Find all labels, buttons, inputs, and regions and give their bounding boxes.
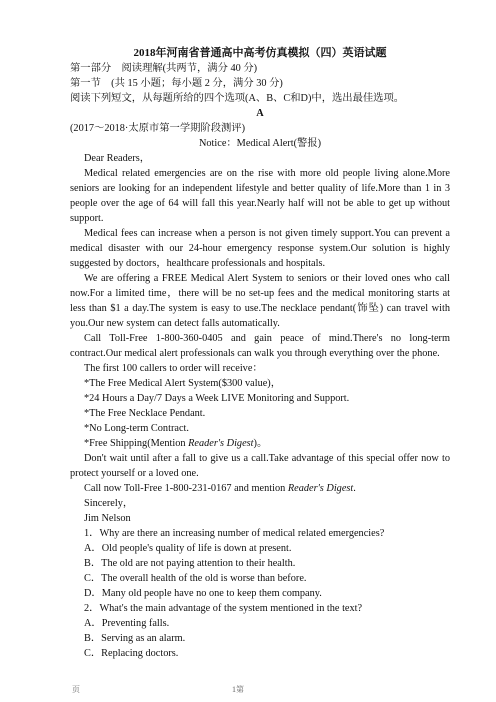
benefit-item-shipping (70, 436, 450, 451)
section-heading: 第一节 (共 15 小题；每小题 2 分，满分 30 分) (70, 78, 283, 89)
call-now-prefix: Call now Toll-Free 1-800-231-0167 and mention (84, 483, 288, 494)
question-2-option-c: C．Replacing doctors. (84, 648, 179, 659)
benefit-item: *The Free Necklace Pendant. (84, 408, 206, 419)
passage-letter: A (256, 108, 264, 119)
benefit-item: *The Free Medical Alert System($300 value)， (84, 378, 282, 389)
question-2-option-b: B．Serving as an alarm. (84, 633, 186, 644)
letter-greeting: Dear Readers， (84, 153, 151, 164)
call-now-line (70, 481, 450, 496)
exam-title: 2018年河南省普通高中高考仿真模拟（四）英语试题 (133, 47, 387, 59)
letter-closing: Sincerely， (84, 498, 134, 509)
footer-left-label: 页 (72, 685, 80, 694)
call-now-italic: Reader's Digest (287, 483, 354, 494)
shipping-suffix: )。 (253, 438, 268, 449)
notice-title: Notice：Medical Alert(警报) (198, 138, 322, 149)
letter-paragraph-3: We are offering a FREE Medical Alert System to seniors or their loved ones who call now.For a limited time，there will be no set-up fees and the medical monitoring starts at less than $1 a day.The system is easy to use.The necklace pendant(饰坠) can travel with you.Our new system can detect falls automatically. (70, 273, 450, 329)
passage-source: (2017～2018·太原市第一学期阶段测评) (70, 123, 246, 134)
question-1-option-c: C．The overall health of the old is worse than before. (84, 573, 307, 584)
letter-paragraph-2: Medical fees can increase when a person is not given timely support.You can prevent a medical disaster with our 24-hour emergency response system.Our solution is highly suggested by doctors，healthcare professionals and hospitals. (70, 228, 450, 269)
page-number: 1第 (232, 685, 244, 694)
question-2-stem: 2．What's the main advantage of the system mentioned in the text? (84, 603, 363, 614)
benefit-item: *No Long-term Contract. (84, 423, 189, 434)
letter-paragraph-4: Call Toll-Free 1-800-360-0405 and gain peace of mind.There's no long-term contract.Our medical alert professionals can walk you through everything over the phone. (70, 333, 450, 359)
letter-signature: Jim Nelson (84, 513, 131, 524)
question-1-option-d: D．Many old people have no one to keep them company. (84, 588, 322, 599)
part-heading: 第一部分 阅读理解(共两节，满分 40 分) (70, 63, 258, 74)
question-1-stem: 1．Why are there an increasing number of medical related emergencies? (84, 528, 385, 539)
document-content (70, 45, 450, 661)
shipping-prefix: *Free Shipping(Mention (84, 438, 189, 449)
first-callers-line: The first 100 callers to order will receive： (84, 363, 263, 374)
instructions: 阅读下列短文，从每题所给的四个选项(A、B、C和D)中，选出最佳选项。 (70, 93, 405, 104)
question-2-option-a: A．Preventing falls. (84, 618, 170, 629)
benefit-item: *24 Hours a Day/7 Days a Week LIVE Monitoring and Support. (84, 393, 350, 404)
letter-paragraph-1: Medical related emergencies are on the rise with more old people living alone.More seniors are looking for an independent lifestyle and better quality of life.More than 1 in 3 people over the age of 64 will fall this year.Nearly half will not be able to get up without support. (70, 168, 450, 224)
dont-wait-paragraph: Don't wait until after a fall to give us a call.Take advantage of this special offer now to protect yourself or a loved one. (70, 453, 450, 479)
question-1-option-b: B．The old are not paying attention to their health. (84, 558, 296, 569)
question-1-option-a: A．Old people's quality of life is down at present. (84, 543, 292, 554)
call-now-suffix: . (353, 483, 356, 494)
shipping-italic: Reader's Digest (188, 438, 254, 449)
